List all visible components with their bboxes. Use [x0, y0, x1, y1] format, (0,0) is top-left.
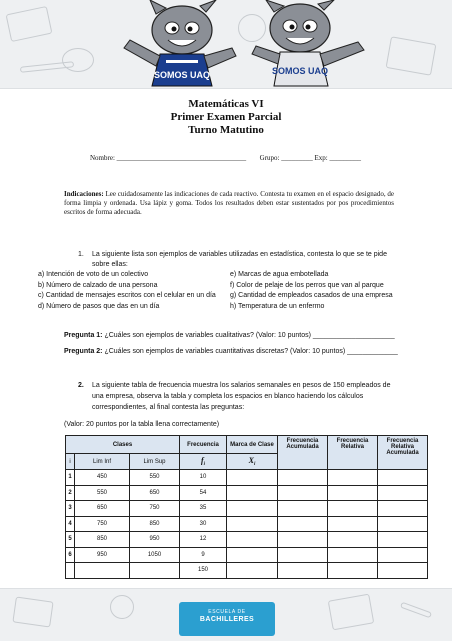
pregunta-1-text[interactable]: ¿Cuáles son ejemplos de variables cualitativas? (Valor: 10 puntos) _____________________	[102, 332, 395, 339]
question2-number: 2.	[78, 382, 84, 389]
cell-i: 2	[66, 485, 75, 501]
cell-lim-sup: 950	[130, 532, 180, 548]
header-lim-inf: Lim Inf	[75, 454, 130, 470]
table-row	[66, 547, 428, 563]
question1-items-left	[38, 270, 228, 312]
list-item: h) Temperatura de un enfermo	[230, 302, 325, 310]
instructions-label: Indicaciones:	[64, 190, 104, 198]
instructions	[64, 190, 394, 217]
cell-lim-sup: 1050	[130, 547, 180, 563]
school-logo-line1: ESCUELA DE	[208, 609, 246, 615]
cell-marca-blank[interactable]	[227, 532, 278, 548]
table-row	[66, 485, 428, 501]
exp-label: Exp:	[314, 154, 328, 162]
list-item: a) Intención de voto de un colectivo	[38, 271, 149, 278]
table-row	[66, 516, 428, 532]
cell-relativa-blank[interactable]	[328, 485, 378, 501]
list-item: b) Número de calzado de una persona	[38, 281, 158, 289]
pregunta-1	[64, 331, 395, 340]
cell-frecuencia: 54	[180, 485, 227, 501]
mascot-right-icon	[240, 0, 370, 88]
title-exam: Primer Examen Parcial	[170, 111, 282, 123]
cell-i: 6	[66, 547, 75, 563]
doodle-notebook-icon	[386, 36, 437, 76]
question1-text-line1: La siguiente lista son ejemplos de variables utilizadas en estadística, contesta lo que se te pide	[92, 251, 387, 258]
doodle-book-icon	[6, 6, 53, 42]
header-frecuencia: Frecuencia	[180, 436, 227, 454]
cell-frecuencia: 12	[180, 532, 227, 548]
title-shift: Turno Matutino	[188, 124, 264, 136]
title-subject: Matemáticas VI	[188, 98, 264, 110]
doodle-pencil-icon	[20, 61, 74, 73]
cell-relativa-blank[interactable]	[328, 470, 378, 486]
cell-marca-blank[interactable]	[227, 485, 278, 501]
list-item: f) Color de pelaje de los perros que van al parque	[230, 281, 384, 289]
cell-marca-blank[interactable]	[227, 563, 278, 579]
header-xi: $X_i$	[227, 454, 278, 470]
pregunta-1-label: Pregunta 1:	[64, 332, 103, 339]
table-row	[66, 470, 428, 486]
cell-relativa-acum-blank[interactable]	[378, 532, 428, 548]
cell-i: 4	[66, 516, 75, 532]
cell-acumulada-blank[interactable]	[278, 547, 328, 563]
cell-relativa-acum-blank[interactable]	[378, 470, 428, 486]
list-item: d) Número de pasos que das en un día	[38, 302, 160, 310]
cell-lim-inf: 550	[75, 485, 130, 501]
cell-relativa-blank[interactable]	[328, 547, 378, 563]
cell-relativa-acum-blank[interactable]	[378, 501, 428, 517]
question2-line3: correspondientes, al final contesta las preguntas:	[92, 404, 245, 411]
cell-lim-inf: 750	[75, 516, 130, 532]
cell-marca-blank[interactable]	[227, 470, 278, 486]
mascot-left-brand: SOMOS UAQ	[153, 70, 211, 80]
cell-relativa-blank[interactable]	[328, 532, 378, 548]
cell-relativa-blank[interactable]	[328, 516, 378, 532]
header-lim-sup: Lim Sup	[130, 454, 180, 470]
cell-lim-sup: 550	[130, 470, 180, 486]
table-total-row	[66, 563, 428, 579]
header-frecuencia-relativa-acumulada: Frecuencia Relativa Acumulada	[378, 436, 428, 470]
question1-number: 1.	[78, 251, 84, 258]
mascot-left-icon	[120, 0, 240, 88]
cell-i: 5	[66, 532, 75, 548]
cell-acumulada-blank[interactable]	[278, 563, 328, 579]
school-logo-line2: BACHILLERES	[199, 616, 255, 623]
list-item: c) Cantidad de mensajes escritos con el celular en un día	[38, 292, 216, 299]
cell-lim-inf: 950	[75, 547, 130, 563]
cell-lim-sup: 650	[130, 485, 180, 501]
doodle-notebook-icon	[328, 594, 375, 631]
cell-acumulada-blank[interactable]	[278, 516, 328, 532]
group-field[interactable]: _________	[281, 154, 313, 162]
cell-lim-sup: 850	[130, 516, 180, 532]
cell-total-frecuencia: 150	[180, 563, 227, 579]
cell-i: 1	[66, 470, 75, 486]
question2-line2: una empresa, observa la tabla y completa los espacios en blanco haciendo los cálculos	[92, 393, 364, 400]
header-marca-clase: Marca de Clase	[227, 436, 278, 454]
header-fi: $f_i$	[180, 454, 227, 470]
question2-valor: (Valor: 20 puntos por la tabla llena correctamente)	[64, 421, 220, 428]
frequency-table	[65, 435, 428, 579]
instructions-text: Lee cuidadosamente las indicaciones de cada reactivo. Contesta tu examen en el espacio designado, de forma limpia y ordenada. Usa lápiz y goma. Todos los resultados deben estar sustentados por pos procedimientos escritos de forma adecuada.	[64, 190, 394, 216]
cell-acumulada-blank[interactable]	[278, 470, 328, 486]
mascot-right-brand: SOMOS UAQ	[271, 66, 329, 76]
name-field[interactable]: _____________________________________	[116, 154, 247, 162]
cell-acumulada-blank[interactable]	[278, 485, 328, 501]
cell-relativa-blank[interactable]	[328, 501, 378, 517]
cell-empty	[66, 563, 75, 579]
cell-marca-blank[interactable]	[227, 501, 278, 517]
list-item: e) Marcas de agua embotellada	[230, 271, 329, 278]
table-row	[66, 532, 428, 548]
list-item: g) Cantidad de empleados casados de una empresa	[230, 292, 393, 299]
cell-lim-inf: 850	[75, 532, 130, 548]
doodle-lightbulb-icon	[62, 48, 94, 72]
doodle-pencil-icon	[400, 602, 432, 619]
cell-lim-sup: 750	[130, 501, 180, 517]
group-label: Grupo:	[259, 154, 280, 162]
header-frecuencia-relativa: Frecuencia Relativa	[328, 436, 378, 470]
pregunta-2-label: Pregunta 2:	[64, 348, 103, 355]
header-clases: Clases	[66, 436, 180, 454]
question2-line1: La siguiente tabla de frecuencia muestra los salarios semanales en pesos de 150 empleados de	[92, 382, 391, 389]
school-logo	[179, 602, 275, 636]
student-info-row	[90, 154, 361, 163]
header-frecuencia-acumulada: Frecuencia Acumulada	[278, 436, 328, 470]
cell-frecuencia: 10	[180, 470, 227, 486]
cell-relativa-acum-blank[interactable]	[378, 547, 428, 563]
exp-field[interactable]: _________	[329, 154, 361, 162]
cell-empty	[75, 563, 130, 579]
question1-text-line2: sobre ellas:	[92, 261, 128, 268]
doodle-lightbulb-icon	[110, 595, 134, 619]
name-label: Nombre:	[90, 154, 115, 162]
table-row	[66, 501, 428, 517]
cell-marca-blank[interactable]	[227, 547, 278, 563]
cell-i: 3	[66, 501, 75, 517]
pregunta-2	[64, 347, 398, 356]
cell-acumulada-blank[interactable]	[278, 501, 328, 517]
cell-relativa-acum-blank[interactable]	[378, 516, 428, 532]
pregunta-2-text[interactable]: ¿Cuáles son ejemplos de variables cuantitativas discretas? (Valor: 10 puntos) _____________	[102, 348, 398, 355]
cell-frecuencia: 35	[180, 501, 227, 517]
cell-acumulada-blank[interactable]	[278, 532, 328, 548]
header-i: i	[66, 454, 75, 470]
question1-items-right	[230, 270, 430, 312]
cell-empty	[130, 563, 180, 579]
cell-frecuencia: 30	[180, 516, 227, 532]
cell-frecuencia: 9	[180, 547, 227, 563]
cell-lim-inf: 450	[75, 470, 130, 486]
cell-marca-blank[interactable]	[227, 516, 278, 532]
cell-relativa-blank[interactable]	[328, 563, 378, 579]
cell-relativa-acum-blank[interactable]	[378, 563, 428, 579]
cell-relativa-acum-blank[interactable]	[378, 485, 428, 501]
doodle-book-icon	[12, 596, 53, 627]
cell-lim-inf: 650	[75, 501, 130, 517]
